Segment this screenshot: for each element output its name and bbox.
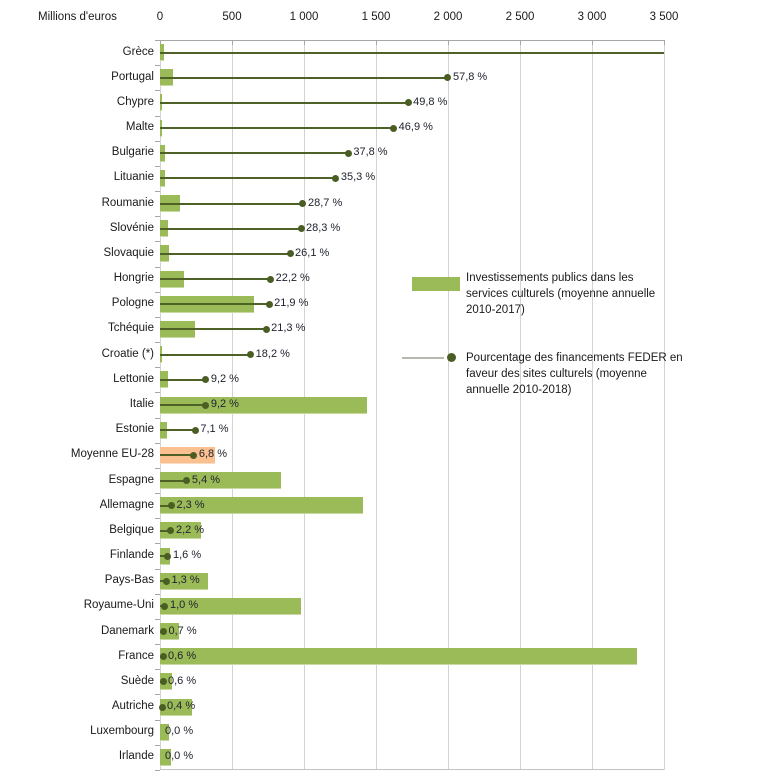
category-axis-tick-mark (155, 569, 160, 570)
feder-percentage-label: 0,6 % (167, 674, 197, 687)
feder-percentage-dot (202, 376, 209, 383)
feder-percentage-dot (159, 704, 166, 711)
category-label-chypre: Chypre (116, 95, 154, 108)
feder-percentage-line (160, 253, 290, 255)
feder-percentage-dot (298, 225, 305, 232)
category-axis-tick-mark (155, 745, 160, 746)
feder-percentage-label: 2,2 % (175, 523, 205, 536)
category-axis-tick-mark (155, 216, 160, 217)
category-label-danemark: Danemark (100, 624, 154, 637)
feder-percentage-dot (160, 678, 167, 685)
feder-percentage-label: 57,8 % (452, 70, 488, 83)
value-axis-tick-label: 3 000 (577, 11, 607, 23)
feder-percentage-dot (263, 326, 270, 333)
category-axis-tick-mark (155, 317, 160, 318)
value-axis-tick-label: 0 (156, 11, 164, 23)
feder-percentage-label: 0,7 % (168, 624, 197, 637)
feder-percentage-label: 35,3 % (340, 171, 376, 184)
feder-percentage-label: 28,7 % (307, 196, 343, 209)
category-axis-tick-mark (155, 267, 160, 268)
feder-percentage-label: 1,3 % (171, 574, 200, 587)
category-label-pologne: Pologne (111, 297, 154, 310)
value-axis-title: Millions d'euros (38, 11, 117, 23)
feder-percentage-label: 18,2 % (255, 347, 290, 360)
feder-percentage-label: 22,2 % (275, 272, 310, 285)
feder-percentage-label: 0,6 % (167, 649, 197, 662)
feder-percentage-dot (247, 351, 254, 358)
category-label-moyenne-eu-28: Moyenne EU-28 (70, 448, 154, 461)
plot-bottom-border (160, 769, 664, 770)
category-label-gr-ce: Grèce (122, 45, 154, 58)
category-label-irlande: Irlande (118, 750, 154, 763)
category-label-malte: Malte (125, 121, 154, 134)
category-axis-tick-mark (155, 141, 160, 142)
category-axis-tick-mark (155, 543, 160, 544)
category-axis-tick-mark (155, 191, 160, 192)
feder-percentage-label: 9,2 % (210, 372, 239, 385)
feder-percentage-line (160, 152, 348, 154)
value-axis-line (160, 40, 664, 41)
category-label-lettonie: Lettonie (113, 372, 154, 385)
category-label-royaume-uni: Royaume-Uni (83, 599, 154, 612)
legend-dot-icon (447, 353, 456, 362)
value-axis-tick-label: 1 500 (361, 11, 391, 23)
category-label-slov-nie: Slovénie (109, 221, 154, 234)
feder-percentage-line (160, 404, 206, 406)
category-axis-tick-mark (155, 342, 160, 343)
value-axis-tick-label: 2 500 (505, 11, 535, 23)
feder-percentage-label: 49,8 % (413, 95, 448, 108)
feder-percentage-label: 21,9 % (274, 297, 309, 310)
category-axis-tick-mark (155, 644, 160, 645)
value-axis-tick-label: 1 000 (289, 11, 319, 23)
feder-percentage-dot (287, 250, 294, 257)
feder-percentage-label: 0,4 % (166, 700, 196, 713)
feder-percentage-label: 2,3 % (176, 498, 205, 511)
category-label-estonie: Estonie (115, 423, 154, 436)
category-label-tch-quie: Tchéquie (107, 322, 154, 335)
feder-percentage-label: 37,8 % (353, 146, 388, 159)
feder-percentage-dot (160, 653, 167, 660)
feder-percentage-dot (332, 175, 339, 182)
feder-percentage-dot (267, 276, 274, 283)
category-label-portugal: Portugal (111, 70, 154, 83)
feder-percentage-dot (390, 125, 397, 132)
feder-percentage-dot (164, 553, 171, 560)
category-axis-tick-mark (155, 720, 160, 721)
feder-percentage-line (160, 177, 336, 179)
feder-percentage-dot (160, 628, 167, 635)
feder-percentage-dot (444, 74, 451, 81)
category-label-finlande: Finlande (109, 549, 154, 562)
feder-percentage-label: 0,0 % (165, 725, 194, 738)
feder-percentage-dot (163, 578, 170, 585)
category-label-roumanie: Roumanie (101, 196, 154, 209)
feder-percentage-dot (266, 301, 273, 308)
legend-label-investments: Investissements publics dans les services culturels (moyenne annuelle 2010-2017) (466, 272, 656, 316)
feder-percentage-label: 26,1 % (295, 246, 330, 259)
category-axis-tick-mark (155, 90, 160, 91)
category-label-allemagne: Allemagne (99, 498, 154, 511)
category-axis-tick-mark (155, 468, 160, 469)
feder-percentage-line (160, 379, 206, 381)
feder-percentage-line (160, 278, 271, 280)
category-label-espagne: Espagne (108, 473, 154, 486)
investment-bar (160, 648, 637, 665)
value-axis-tick-mark (664, 40, 665, 45)
feder-percentage-line (160, 52, 664, 54)
feder-percentage-label: 7,1 % (200, 423, 229, 436)
category-label-hongrie: Hongrie (113, 272, 154, 285)
feder-percentage-dot (345, 150, 352, 157)
category-axis-tick-mark (155, 694, 160, 695)
category-label-su-de: Suède (120, 674, 154, 687)
category-label-lituanie: Lituanie (113, 171, 154, 184)
category-axis-tick-mark (155, 166, 160, 167)
category-axis-tick-mark (155, 116, 160, 117)
category-axis-tick-mark (155, 418, 160, 419)
feder-percentage-line (160, 354, 251, 356)
value-axis-tick-label: 500 (222, 11, 242, 23)
feder-percentage-line (160, 228, 301, 230)
feder-percentage-label: 1,6 % (172, 549, 202, 562)
feder-percentage-label: 6,8 % (198, 448, 228, 461)
feder-percentage-line (160, 429, 195, 431)
category-axis-tick-mark (155, 594, 160, 595)
value-axis-tick-label: 3 500 (649, 11, 679, 23)
feder-percentage-dot (202, 402, 209, 409)
plot-area (160, 40, 664, 770)
category-axis-tick-mark (155, 619, 160, 620)
category-axis-tick-mark (155, 367, 160, 368)
feder-percentage-line (160, 77, 448, 79)
feder-percentage-line (160, 454, 194, 456)
category-label-belgique: Belgique (109, 523, 154, 536)
category-axis-tick-mark (155, 669, 160, 670)
legend-bar-swatch (412, 277, 460, 291)
feder-percentage-line (160, 328, 266, 330)
category-label-bulgarie: Bulgarie (111, 146, 154, 159)
feder-percentage-dot (299, 200, 306, 207)
value-axis-tick-label: 2 000 (433, 11, 463, 23)
category-axis-tick-mark (155, 493, 160, 494)
feder-percentage-line (160, 203, 303, 205)
feder-percentage-label: 9,2 % (210, 398, 239, 410)
category-axis-tick-mark (155, 241, 160, 242)
category-label-croatie: Croatie (*) (101, 347, 154, 360)
legend-label-feder-pct: Pourcentage des financements FEDER en faveur des sites culturels (moyenne annuelle 2010-2018) (466, 352, 683, 396)
feder-percentage-label: 0,0 % (165, 750, 194, 763)
category-axis-tick-mark (155, 65, 160, 66)
feder-percentage-label: 1,0 % (169, 599, 199, 612)
category-label-france: France (118, 649, 154, 662)
feder-percentage-label: 46,9 % (398, 121, 433, 134)
category-axis-tick-mark (155, 443, 160, 444)
feder-percentage-label: 5,4 % (191, 473, 221, 486)
feder-percentage-label: 21,3 % (271, 322, 306, 335)
feder-percentage-dot (192, 427, 199, 434)
feder-percentage-dot (405, 99, 412, 106)
category-label-italie: Italie (129, 398, 154, 410)
legend-line-swatch (402, 357, 444, 359)
category-label-luxembourg: Luxembourg (90, 725, 154, 738)
gridline (664, 40, 665, 770)
category-label-autriche: Autriche (111, 700, 154, 713)
feder-percentage-line (160, 102, 408, 104)
category-axis-tick-mark (155, 770, 160, 771)
feder-percentage-line (160, 303, 269, 305)
category-axis-tick-mark (155, 40, 160, 41)
category-axis-tick-mark (155, 392, 160, 393)
category-axis-tick-mark (155, 518, 160, 519)
category-axis-tick-mark (155, 292, 160, 293)
feder-percentage-line (160, 127, 394, 129)
feder-percentage-label: 28,3 % (306, 221, 341, 234)
category-label-pays-bas: Pays-Bas (104, 574, 154, 587)
category-label-slovaquie: Slovaquie (103, 246, 154, 259)
